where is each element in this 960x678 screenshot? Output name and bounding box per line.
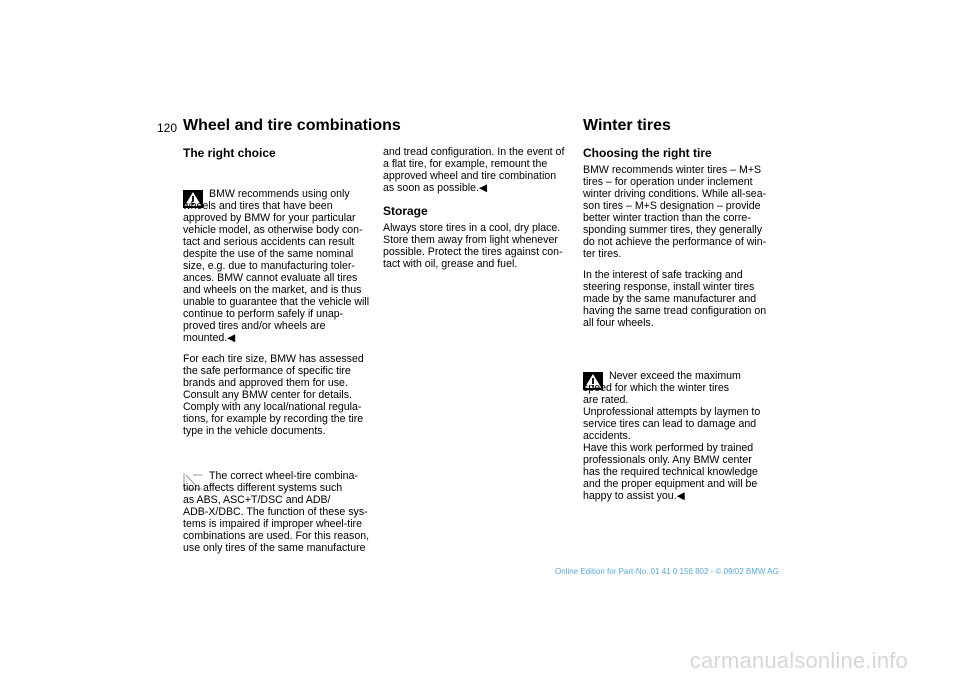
section-title-winter-tires: Winter tires xyxy=(583,117,671,134)
note-block-wheel-tire xyxy=(183,446,378,554)
column-3 xyxy=(583,146,778,502)
watermark: carmanualsonline.info xyxy=(689,648,908,673)
paragraph-winter-recommendation: BMW recommends winter tires – M+S tires – for operation under inclement winter driving conditions. While all-sea- son tires – M+S designation – provide better winter traction than the corre- sponding summer tires, they generally do not achieve the performance of win- ter tires. xyxy=(583,164,767,260)
note-continued: and tread configuration. In the event of a flat tire, for example, remount the approved wheel and tire combination as soon as possible.◀ xyxy=(383,146,565,194)
warning-text: Never exceed the maximum speed for which the winter tires are rated. Unprofessional attempts by laymen to service tires can lead to damage and accidents. Have this work performed by trained professionals only. Any BMW center has the required technical knowledge and the proper equipment and will be happy to assist you.◀ xyxy=(583,370,761,502)
warning-triangle-icon xyxy=(583,360,603,378)
paragraph-storage: Always store tires in a cool, dry place. Store them away from light whenever possible. Protect the tires against con- tact with oil, grease and fuel. xyxy=(383,222,563,270)
subheading-storage: Storage xyxy=(383,204,428,218)
spacer xyxy=(583,338,778,346)
paragraph-safe-tracking: In the interest of safe tracking and steering response, install winter tires made by the same manufacturer and having the same tread configuration on all four wheels. xyxy=(583,269,767,329)
warning-block-winter-speed xyxy=(583,346,778,502)
warning-text: BMW recommends using only wheels and tires that have been approved by BMW for your particular vehicle model, as otherwise body con- tact and serious accidents can result despite the use of the same nominal size, e.g. due to manufacturing toler- ances. BMW cannot evaluate all tires and wheels on the market, and is thus unable to guarantee that the vehicle will continue to perform safely if unap- proved tires and/or wheels are mounted.◀ xyxy=(183,188,370,344)
note-icon xyxy=(183,460,203,478)
page-number: 120 xyxy=(157,121,178,135)
warning-triangle-icon xyxy=(183,178,203,196)
subheading-right-choice: The right choice xyxy=(183,146,276,160)
paragraph-tire-assessment: For each tire size, BMW has assessed the safe performance of specific tire brands and approved them for use. Consult any BMW center for details. Comply with any local/national regula- tions, for example by recording the tire type in the vehicle documents. xyxy=(183,353,364,437)
footer-edition: Online Edition for Part-No. 01 41 0 156 802 - © 09/02 BMW AG xyxy=(555,567,779,576)
note-text: The correct wheel-tire combina- tion affects different systems such as ABS, ASC+T/DSC and ADB/ ADB-X/DBC. The function of these sys- tems is impaired if improper wheel-tire combinations are used. For this reason, use only tires of the same manufacture xyxy=(183,470,370,554)
subheading-choosing-tire: Choosing the right tire xyxy=(583,146,712,160)
column-1 xyxy=(183,146,378,554)
section-title-wheel-tire: Wheel and tire combinations xyxy=(183,117,401,134)
warning-block-approved-wheels xyxy=(183,164,378,344)
column-2 xyxy=(383,146,578,279)
